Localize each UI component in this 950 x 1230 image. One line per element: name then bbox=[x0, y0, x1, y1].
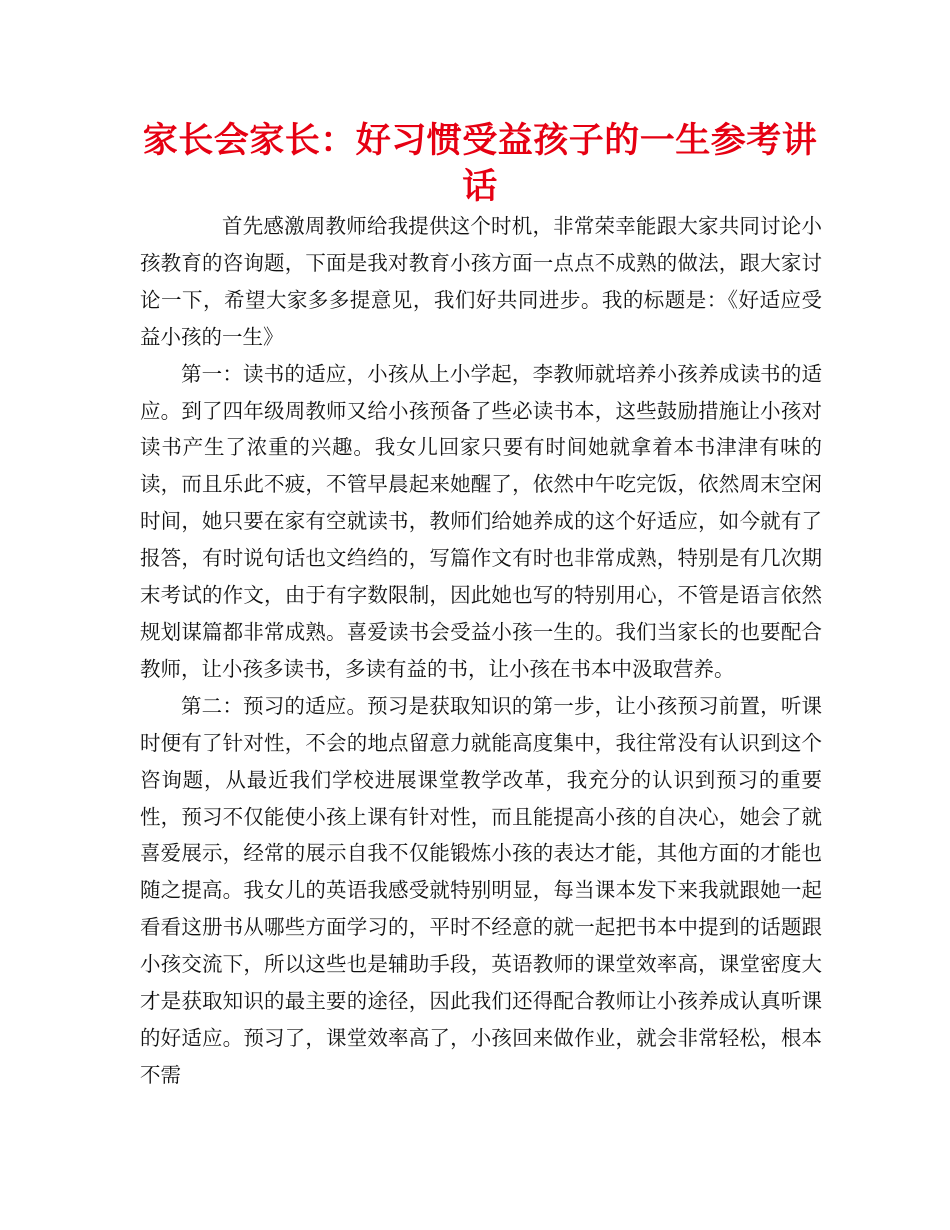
paragraph-reading-habit: 第一：读书的适应，小孩从上小学起，李教师就培养小孩养成读书的适应。到了四年级周教师又给小孩预备了些必读书本，这些鼓励措施让小孩对读书产生了浓重的兴趣。我女儿回家只要有时间她就拿着本书津津有味的读，而且乐此不疲，不管早晨起来她醒了，依然中午吃完饭，依然周末空闲时间，她只要在家有空就读书，教师们给她养成的这个好适应，如今就有了报答，有时说句话也文绉绉的，写篇作文有时也非常成熟，特别是有几次期末考试的作文，由于有字数限制，因此她也写的特别用心，不管是语言依然规划谋篇都非常成熟。喜爱读书会受益小孩一生的。我们当家长的也要配合教师，让小孩多读书，多读有益的书，让小孩在书本中汲取营养。 bbox=[140, 361, 822, 681]
paragraph-intro: 首先感激周教师给我提供这个时机，非常荣幸能跟大家共同讨论小孩教育的咨询题，下面是我对教育小孩方面一点点不成熟的做法，跟大家讨论一下，希望大家多多提意见，我们好共同进步。我的标题是：《好适应受益小孩的一生》 bbox=[140, 214, 822, 349]
paragraph-preview-habit: 第二：预习的适应。预习是获取知识的第一步，让小孩预习前置，听课时便有了针对性，不会的地点留意力就能高度集中，我往常没有认识到这个咨询题，从最近我们学校进展课堂教学改革，我充分的认识到预习的重要性，预习不仅能使小孩上课有针对性，而且能提高小孩的自决心，她会了就喜爱展示，经常的展示自我不仅能锻炼小孩的表达才能，其他方面的才能也随之提高。我女儿的英语我感受就特别明显，每当课本发下来我就跟她一起看看这册书从哪些方面学习的，平时不经意的就一起把书本中提到的话题跟小孩交流下，所以这些也是辅助手段，英语教师的课堂效率高，课堂密度大才是获取知识的最主要的途径，因此我们还得配合教师让小孩养成认真听课的好适应。预习了，课堂效率高了，小孩回来做作业，就会非常轻松，根本不需 bbox=[140, 693, 822, 1087]
document-body bbox=[140, 208, 822, 1094]
document-title: 家长会家长：好习惯受益孩子的一生参考讲话 bbox=[142, 121, 818, 207]
